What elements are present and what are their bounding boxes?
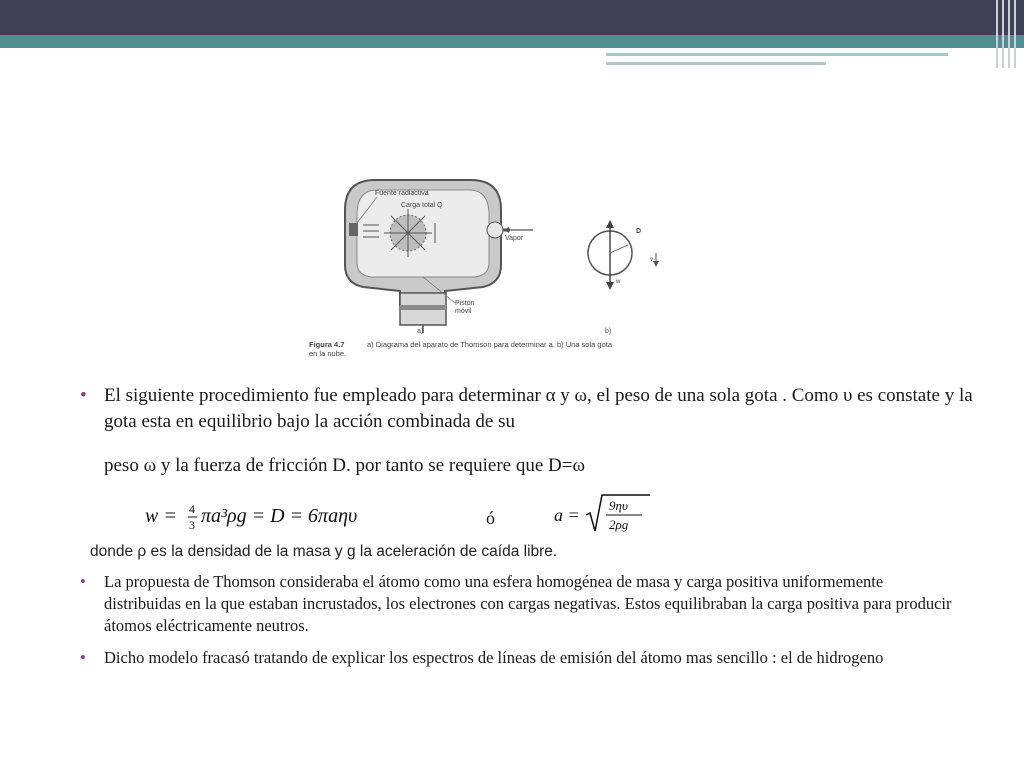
label-charge: Carga total Q (401, 202, 443, 209)
svg-text:a =: a = (554, 505, 580, 525)
label-piston: Pistón (455, 300, 475, 307)
bullet-procedure-text-2: peso ω y la fuerza de fricción D. por tanto se requiere que D=ω (104, 455, 585, 476)
label-piston-movil: móvil (455, 308, 472, 315)
label-a: a) (417, 328, 424, 335)
equation-weight-drag (133, 491, 393, 535)
label-b: b) (605, 328, 612, 335)
figure-caption: a) Diagrama del aparato de Thomson para determinar a. b) Una sola gota (367, 340, 612, 349)
label-vapor: Vapor (505, 235, 524, 242)
density-note: donde ρ es la densidad de la masa y g la aceleración de caída libre. (90, 543, 558, 560)
svg-text:πa³ρg = D = 6πaηυ: πa³ρg = D = 6πaηυ (201, 505, 358, 527)
bullet-procedure-text: El siguiente procedimiento fue empleado para determinar α y ω, el peso de una sola gota . Como υ es constate y la gota esta en equilibrio bajo la acción combinada de su (104, 385, 973, 432)
figure-caption-line2: en la nube. (309, 349, 347, 358)
header-line (606, 53, 948, 56)
apparatus-diagram (305, 165, 705, 360)
header-accent-band (0, 35, 1024, 48)
svg-text:2ρg: 2ρg (609, 517, 629, 532)
bullet-model-failure (80, 647, 960, 669)
header-band (0, 0, 1024, 35)
equation-radius (552, 491, 652, 537)
header-stripes (994, 0, 1024, 68)
bullet-failure-text: Dicho modelo fracasó tratando de explicar los espectros de líneas de emisión del átomo mas sencillo : el de hidrogeno (104, 648, 884, 667)
bullet-marker: • (80, 385, 87, 406)
label-D: D (636, 228, 642, 235)
thomson-apparatus-figure (305, 165, 705, 360)
label-v: v (650, 257, 653, 263)
figure-caption-bold: Figura 4.7 (309, 340, 345, 349)
bullet-marker: • (80, 648, 86, 667)
equation-connector: ó (486, 508, 495, 528)
svg-text:w =: w = (145, 505, 177, 527)
bullet-thomson-text: La propuesta de Thomson consideraba el átomo como una esfera homogénea de masa y carga positiva uniformemente distribuidas en la que estaban incrustados, los electrones con cargas negativas. Estos equilibraban la carga positiva para producir átomos eléctricamente neutros. (104, 572, 952, 635)
bullet-marker: • (80, 572, 86, 591)
svg-text:3: 3 (189, 518, 195, 532)
label-w: w (616, 279, 621, 285)
svg-text:4: 4 (189, 502, 195, 516)
bullet-procedure (80, 383, 980, 479)
header-line-short (606, 62, 826, 65)
svg-text:9ηυ: 9ηυ (609, 498, 628, 513)
label-source: Fuente radiactiva (375, 190, 429, 197)
bullet-thomson-model (80, 571, 960, 637)
